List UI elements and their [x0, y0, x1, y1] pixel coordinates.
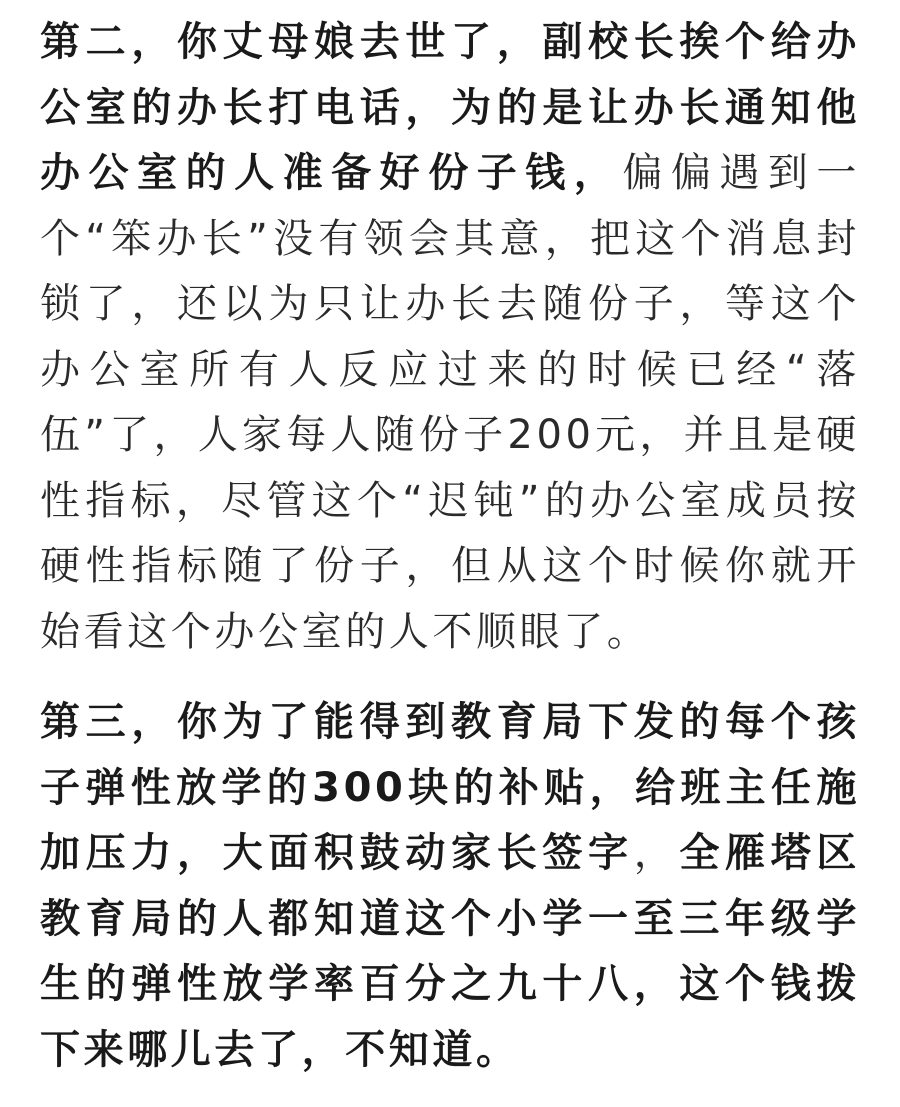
paragraph-second-point — [40, 10, 860, 665]
paragraph-third-point — [40, 690, 860, 1083]
paragraph-third-bold-text-1: 第三，你为了能得到教育局下发的每个孩子弹性放学的300块的补贴，给班主任施加压力，大面积鼓动家长签字 — [40, 699, 860, 876]
paragraph-third-bold-text-2: 全雁塔区教育局的人都知道这个小学一至三年级学生的弹性放学率百分之九十八，这个钱拨下来哪儿去了，不知道。 — [40, 830, 860, 1073]
paragraph-second-normal-text: 偏偏遇到一个“笨办长”没有领会其意，把这个消息封锁了，还以为只让办长去随份子，等这个办公室所有人反应过来的时候已经“落伍”了，人家每人随份子200元，并且是硬性指标，尽管这个“迟钝”的办公室成员按硬性指标随了份子，但从这个时候你就开始看这个办公室的人不顺眼了。 — [40, 150, 861, 655]
paragraph-third-normal-text: ， — [633, 830, 680, 876]
paragraph-second-bold-text: 第二，你丈母娘去世了，副校长挨个给办公室的办长打电话，为的是让办长通知他办公室的人准备好份子钱， — [40, 19, 860, 196]
